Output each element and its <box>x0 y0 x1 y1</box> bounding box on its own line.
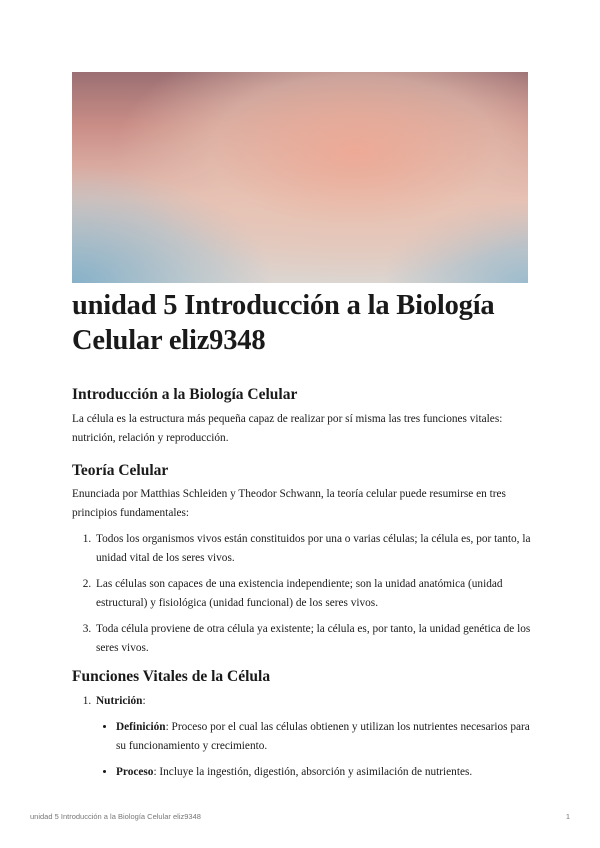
funcion-label-suffix: : <box>142 695 146 707</box>
heading-funciones-vitales: Funciones Vitales de la Célula <box>72 668 271 685</box>
paragraph-teoria-celular: Enunciada por Matthias Schleiden y Theodor Schwann, la teoría celular puede resumirse en tres principios fundamentales: <box>72 488 506 519</box>
heading-introduccion: Introducción a la Biología Celular <box>72 386 298 403</box>
funciones-list <box>72 692 532 782</box>
page-footer <box>30 812 570 821</box>
nutricion-bullet-list <box>96 718 532 782</box>
bullet-definicion <box>116 718 532 756</box>
funcion-item-nutricion <box>94 692 532 782</box>
page-number: 1 <box>565 812 570 821</box>
funcion-label-nutricion: Nutrición <box>96 695 143 707</box>
bullet-proceso <box>116 763 532 782</box>
bullet-text-proceso: : Incluye la ingestión, digestión, absorción y asimilación de nutrientes. <box>153 766 473 778</box>
header-banner-image <box>72 72 528 283</box>
bullet-text-definicion: : Proceso por el cual las células obtienen y utilizan los nutrientes necesarios para su funcionamiento y crecimiento. <box>116 721 530 752</box>
principios-list <box>72 530 532 658</box>
bullet-term-proceso: Proceso <box>116 766 154 778</box>
bullet-term-definicion: Definición <box>116 721 166 733</box>
document-body <box>72 284 532 789</box>
principio-item-2: 2. Las células son capaces de una existencia independiente; son la unidad anatómica (unidad estructural) y fisiológica (unidad funcional) de los seres vivos. <box>94 575 532 613</box>
paragraph-introduccion: La célula es la estructura más pequeña capaz de realizar por sí misma las tres funciones vitales: nutrición, relación y reproducción. <box>72 413 503 444</box>
principio-item-1: 1. Todos los organismos vivos están constituidos por una o varias células; la célula es, por tanto, la unidad vital de los seres vivos. <box>94 530 532 568</box>
document-title: unidad 5 Introducción a la Biología Celular eliz9348 <box>72 290 495 356</box>
principio-item-3: 3. Toda célula proviene de otra célula ya existente; la célula es, por tanto, la unidad genética de los seres vivos. <box>94 620 532 658</box>
footer-title: unidad 5 Introducción a la Biología Celular eliz9348 <box>30 812 201 821</box>
heading-teoria-celular: Teoría Celular <box>72 462 169 479</box>
